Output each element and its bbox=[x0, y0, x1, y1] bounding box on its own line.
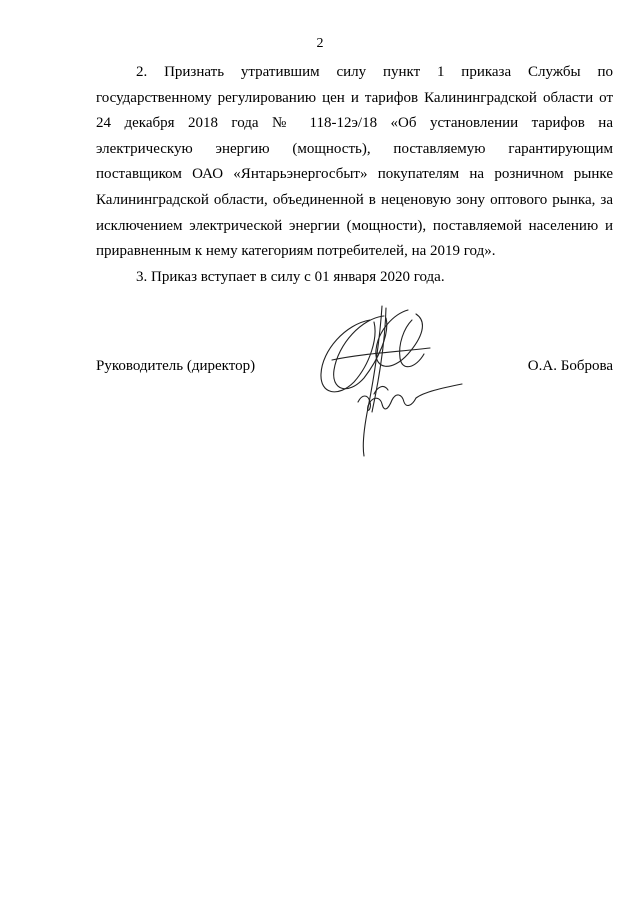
paragraph-item-2: 2. Признать утратившим силу пункт 1 приказа Службы по государственному регулированию цен и тарифов Калининградской области от 24 декабря 2018 года № 118-12э/18 «Об установлении тарифов на электрическую энергию (мощность), поставляемую гарантирующим поставщиком ОАО «Янтарьэнергосбыт» покупателям на розничном рынке Калининградской области, объединенной в неценовую зону оптового рынка, за исключением электрической энергии (мощности), поставляемой населению и приравненным к нему категориям потребителей, на 2019 год». bbox=[96, 64, 613, 260]
paragraph-item-3: 3. Приказ вступает в силу с 01 января 2020 года. bbox=[136, 268, 445, 285]
signatory-name: О.А. Боброва bbox=[527, 358, 613, 374]
document-body bbox=[96, 60, 613, 290]
signatory-title: Руководитель (директор) bbox=[96, 358, 256, 374]
handwritten-signature bbox=[312, 298, 472, 460]
page-number: 2 bbox=[316, 36, 324, 51]
signature-block bbox=[96, 356, 613, 376]
